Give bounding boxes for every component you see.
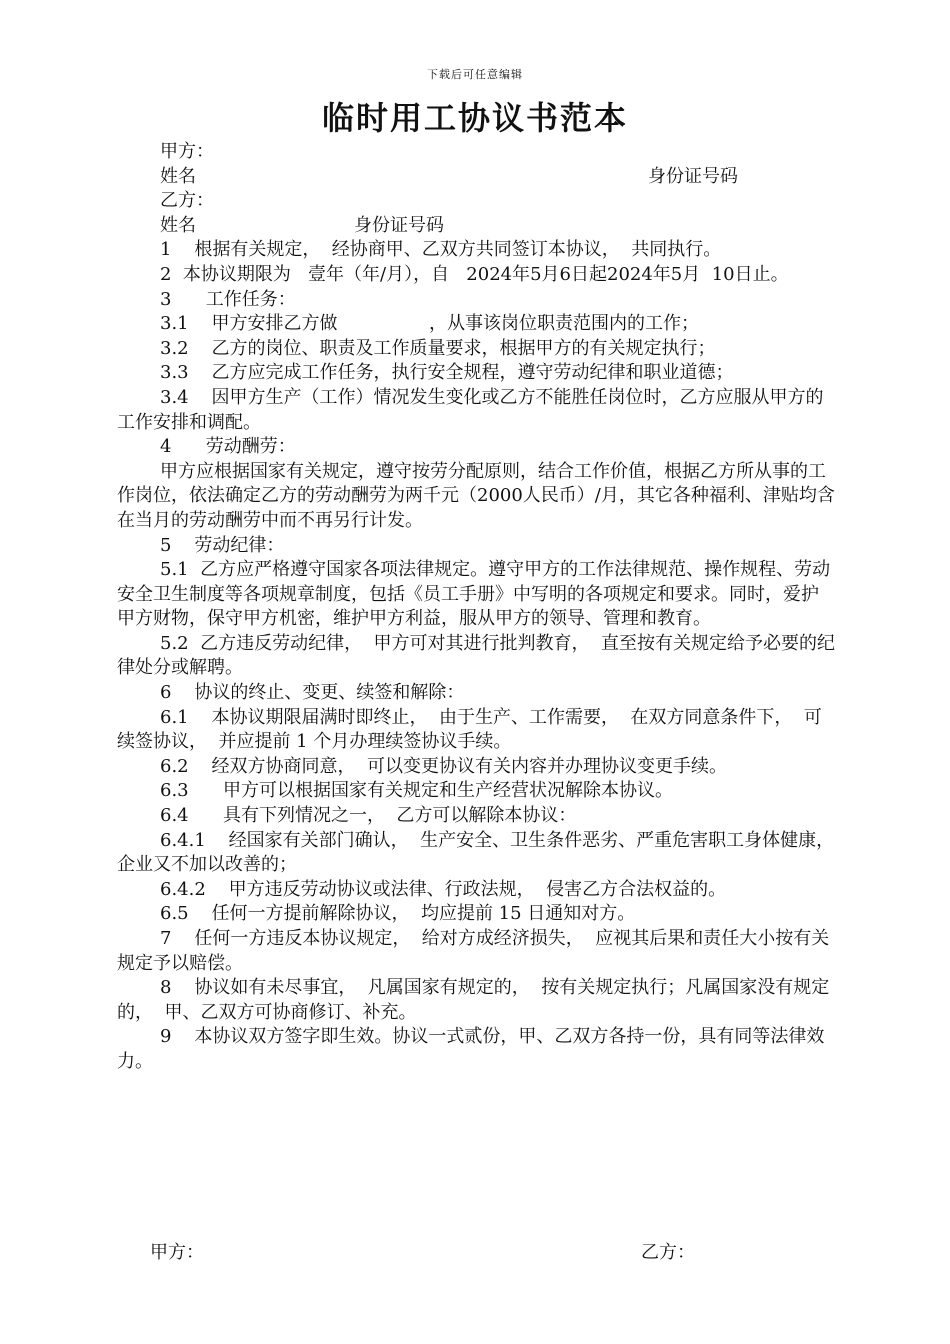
party-a-id-label: 身份证号码 [648, 165, 738, 187]
clause-3-2: 3.2 乙方的岗位、职责及工作质量要求，根据甲方的有关规定执行； [160, 337, 716, 359]
clause-3-1: 3.1 甲方安排乙方做 ，从事该岗位职责范围内的工作； [160, 313, 700, 335]
agreement-body [117, 140, 846, 1075]
clause-1: 1 根据有关规定， 经协商甲、乙双方共同签订本协议， 共同执行。 [160, 239, 722, 261]
clause-6-1: 6.1 本协议期限届满时即终止， 由于生产、工作需要， 在双方同意条件下， 可续签协议， 并应提前 1 个月办理续签协议手续。 [117, 706, 822, 753]
party-a-fields [117, 165, 835, 190]
clause-7: 7 任何一方违反本协议规定， 给对方成经济损失， 应视其后果和责任大小按有关规定予以赔偿。 [117, 928, 830, 974]
clause-6: 6 协议的终止、变更、续签和解除： [160, 682, 465, 704]
party-a-label: 甲方： [160, 141, 214, 162]
clause-3-3: 3.3 乙方应完成工作任务，执行安全规程，遵守劳动纪律和职业道德； [160, 362, 734, 384]
party-b-name-label: 姓名 [160, 214, 196, 236]
party-a-name-label: 姓名 [160, 165, 196, 187]
party-b-fields [117, 214, 835, 239]
signature-party-b: 乙方： [641, 1242, 695, 1263]
clause-6-4: 6.4 具有下列情况之一， 乙方可以解除本协议： [160, 805, 577, 827]
clause-6-3: 6.3 甲方可以根据国家有关规定和生产经营状况解除本协议。 [160, 780, 673, 802]
clause-6-2: 6.2 经双方协商同意， 可以变更协议有关内容并办理协议变更手续。 [160, 755, 727, 777]
clause-5-2: 5.2 乙方违反劳动纪律， 甲方可对其进行批判教育， 直至按有关规定给予必要的纪律处分或解聘。 [117, 632, 835, 679]
party-b-label: 乙方： [160, 190, 214, 212]
clause-5-1: 5.1 乙方应严格遵守国家各项法律规定。遵守甲方的工作法律规范、操作规程、劳动安全卫生制度等各项规章制度，包括《员工手册》中写明的各项规定和要求。同时，爱护甲方财物，保守甲方机密，维护甲方利益，服从甲方的领导、管理和教育。 [117, 559, 831, 630]
clause-3: 3 工作任务： [160, 288, 296, 310]
clause-6-4-1: 6.4.1 经国家有关部门确认， 生产安全、卫生条件恶劣、严重危害职工身体健康， 企业又不加以改善的； [117, 829, 846, 876]
party-b-id-label: 身份证号码 [354, 214, 444, 236]
clause-3-4: 3.4 因甲方生产（工作）情况发生变化或乙方不能胜任岗位时，乙方应服从甲方的工作安排和调配。 [117, 386, 824, 433]
clause-4: 4 劳动酬劳： [160, 436, 296, 458]
clause-6-5: 6.5 任何一方提前解除协议， 均应提前 15 日通知对方。 [160, 903, 636, 925]
clause-8: 8 协议如有未尽事宜， 凡属国家有规定的， 按有关规定执行；凡属国家没有规定的， 甲、乙双方可协商修订、补充。 [117, 977, 830, 1023]
clause-5: 5 劳动纪律： [160, 534, 285, 556]
clause-4-body: 甲方应根据国家有关规定，遵守按劳分配原则，结合工作价值，根据乙方所从事的工作岗位，依法确定乙方的劳动酬劳为两千元（2000人民币）/月，其它各种福利、津贴均含在当月的劳动酬劳中而不再另行计发。 [117, 460, 835, 531]
document-title: 临时用工协议书范本 [321, 99, 628, 137]
signature-party-a: 甲方： [150, 1242, 204, 1263]
clause-2: 2 本协议期限为 壹年（年/月），自 2024年5月6日起2024年5月 10日止。 [160, 263, 789, 285]
clause-9: 9 本协议双方签字即生效。协议一式贰份，甲、乙双方各持一份，具有同等法律效力。 [117, 1026, 825, 1072]
clause-6-4-2: 6.4.2 甲方违反劳动协议或法律、行政法规， 侵害乙方合法权益的。 [160, 878, 727, 900]
header-note: 下载后可任意编辑 [427, 68, 523, 81]
